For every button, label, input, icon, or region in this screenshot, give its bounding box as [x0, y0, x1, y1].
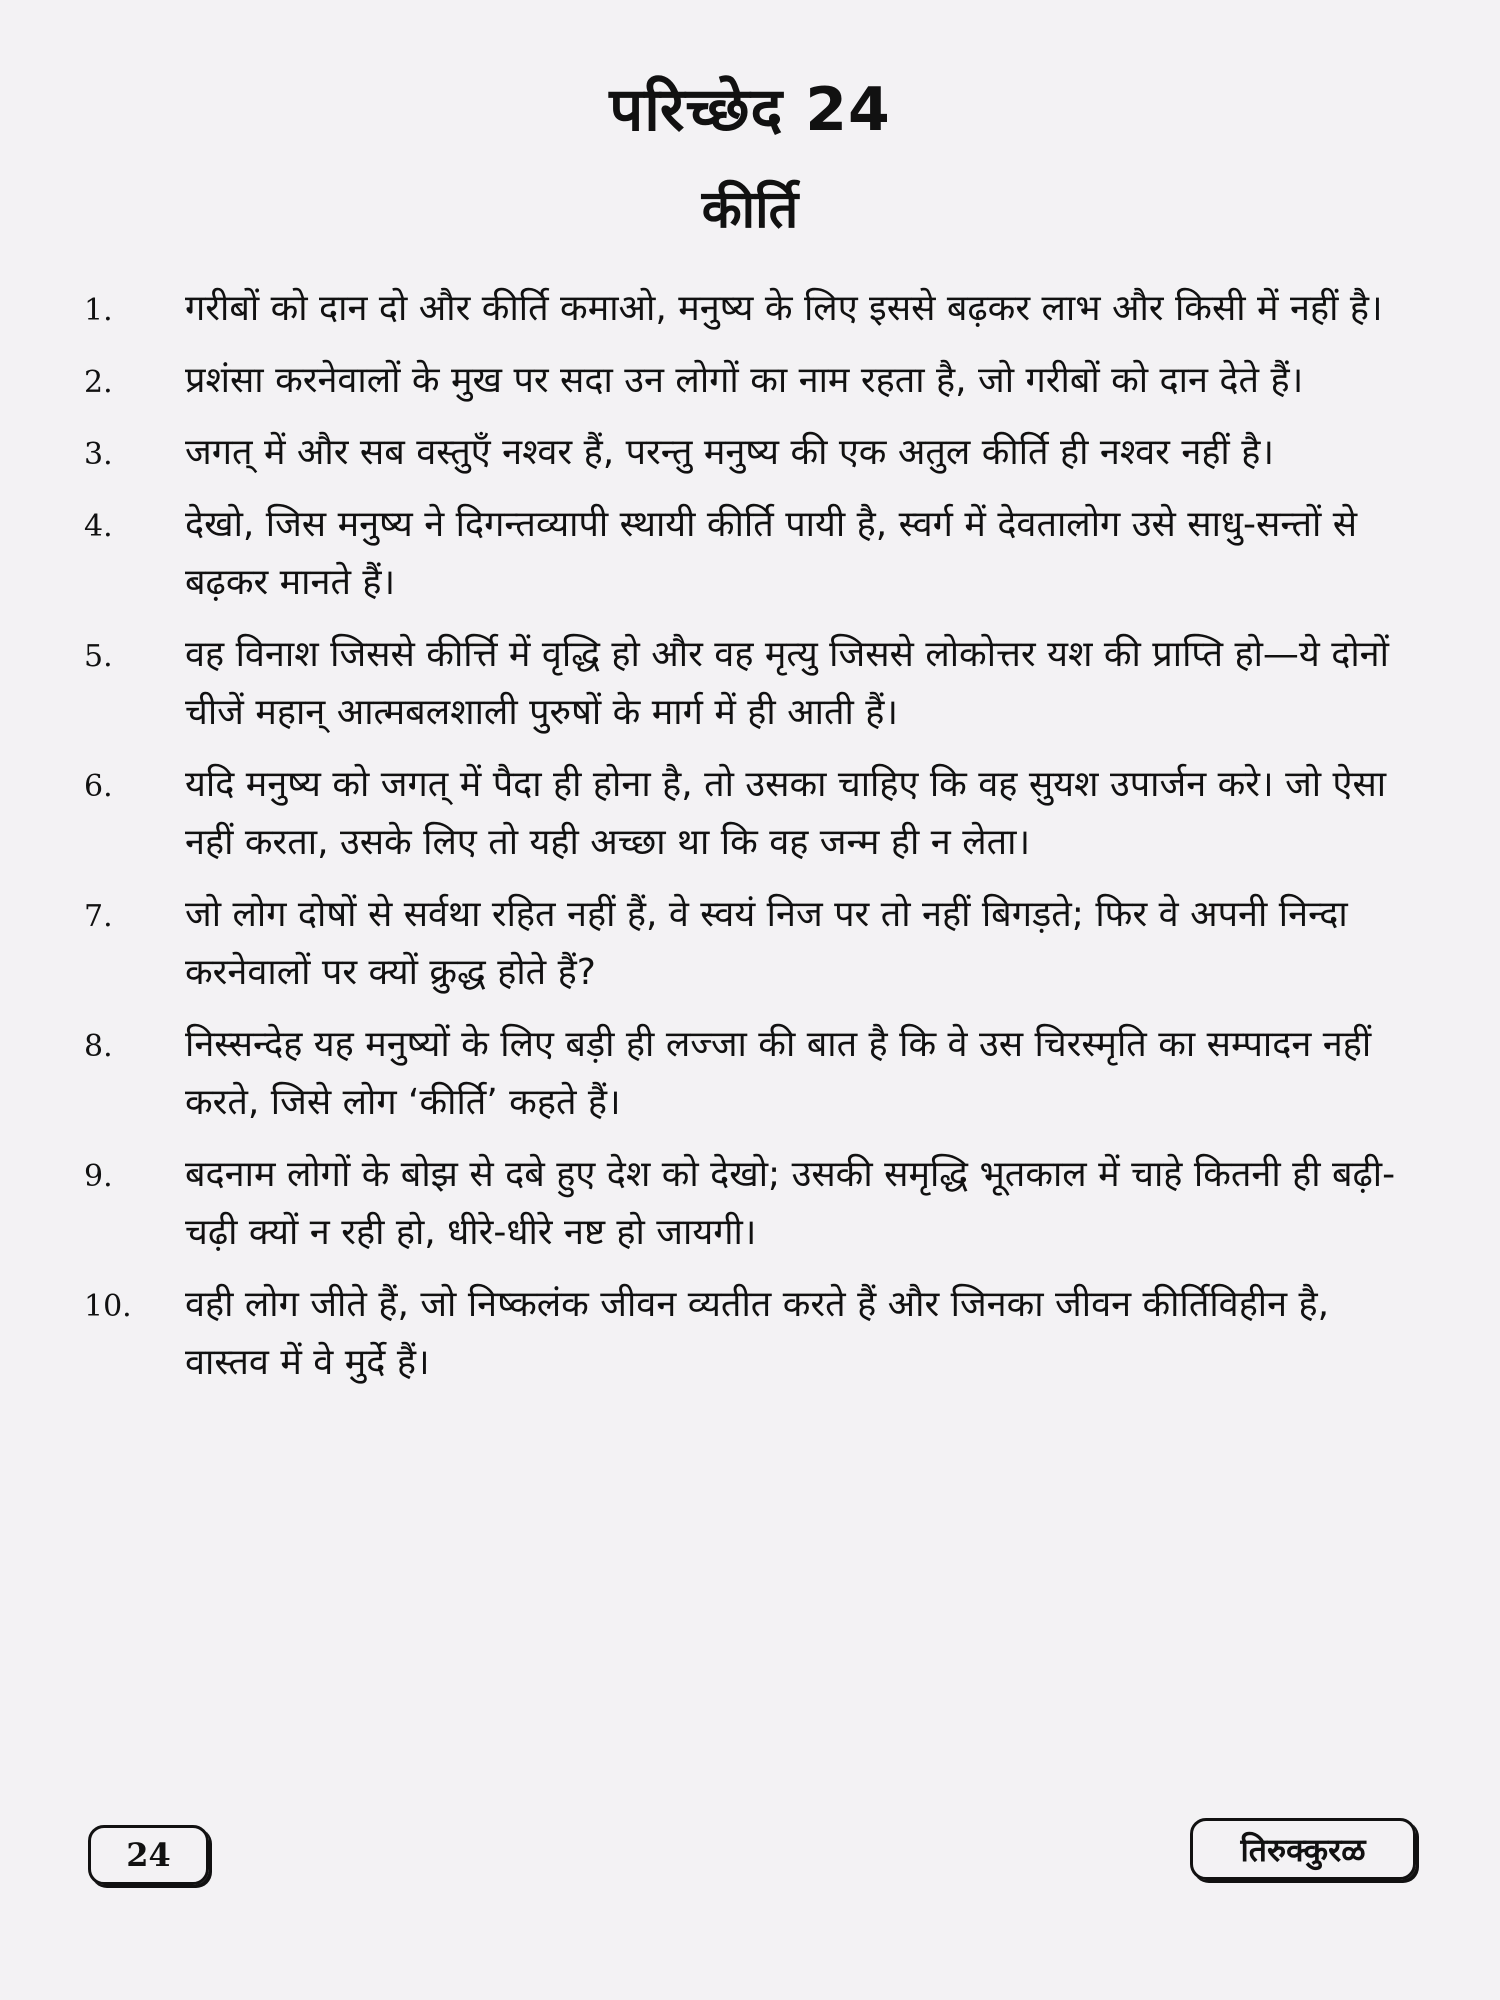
verse-text: जो लोग दोषों से सर्वथा रहित नहीं हैं, वे स्वयं निज पर तो नहीं बिगड़ते; फिर वे अपनी निन्दा करनेवालों पर क्यों क्रुद्ध होते हैं? — [185, 894, 1348, 993]
verse-text: गरीबों को दान दो और कीर्ति कमाओ, मनुष्य के लिए इससे बढ़कर लाभ और किसी में नहीं है। — [185, 288, 1383, 329]
verse-number: 6. — [84, 769, 113, 804]
verse-text: बदनाम लोगों के बोझ से दबे हुए देश को देखो; उसकी समृद्धि भूतकाल में चाहे कितनी ही बढ़ी-चढ़ी क्यों न रही हो, धीरे-धीरे नष्ट हो जायगी। — [185, 1154, 1396, 1253]
verse-text: जगत् में और सब वस्तुएँ नश्वर हैं, परन्तु मनुष्य की एक अतुल कीर्ति ही नश्वर नहीं है। — [185, 432, 1274, 473]
verse-number: 5. — [84, 639, 113, 674]
verse-item — [80, 496, 1420, 612]
verse-text: वह विनाश जिससे कीर्त्ति में वृद्धि हो और वह मृत्यु जिससे लोकोत्तर यश की प्राप्ति हो—ये दोनों चीजें महान् आत्मबलशाली पुरुषों के मार्ग में ही आती हैं। — [185, 634, 1389, 733]
verse-list — [80, 280, 1420, 1406]
verse-number: 4. — [84, 509, 113, 544]
verse-item — [80, 1146, 1420, 1262]
verse-item — [80, 1276, 1420, 1392]
verse-number: 10. — [84, 1289, 132, 1324]
verse-number: 1. — [84, 293, 113, 328]
verse-number: 3. — [84, 437, 113, 472]
page-number: 24 — [126, 1836, 171, 1874]
verse-number: 7. — [84, 899, 113, 934]
verse-text: देखो, जिस मनुष्य ने दिगन्तव्यापी स्थायी कीर्ति पायी है, स्वर्ग में देवतालोग उसे साधु-सन्तों से बढ़कर मानते हैं। — [185, 504, 1358, 603]
verse-item — [80, 1016, 1420, 1132]
verse-item — [80, 756, 1420, 872]
verse-item — [80, 352, 1420, 410]
verse-text: वही लोग जीते हैं, जो निष्कलंक जीवन व्यतीत करते हैं और जिनका जीवन कीर्तिविहीन है, वास्तव में वे मुर्दे हैं। — [185, 1284, 1330, 1383]
section-heading: कीर्ति — [701, 180, 799, 240]
verse-item — [80, 626, 1420, 742]
book-title: तिरुक्कुरळ — [1240, 1830, 1366, 1869]
verse-item — [80, 886, 1420, 1002]
verse-number: 9. — [84, 1159, 113, 1194]
verse-item — [80, 424, 1420, 482]
verse-number: 8. — [84, 1029, 113, 1064]
book-title-badge — [1190, 1818, 1416, 1880]
verse-number: 2. — [84, 365, 113, 400]
verse-text: प्रशंसा करनेवालों के मुख पर सदा उन लोगों का नाम रहता है, जो गरीबों को दान देते हैं। — [185, 360, 1304, 401]
verse-item — [80, 280, 1420, 338]
chapter-title: परिच्छेद 24 — [609, 75, 891, 145]
page-number-badge — [88, 1825, 209, 1885]
verse-text: यदि मनुष्य को जगत् में पैदा ही होना है, तो उसका चाहिए कि वह सुयश उपार्जन करे। जो ऐसा नहीं करता, उसके लिए तो यही अच्छा था कि वह जन्म ही न लेता। — [185, 764, 1387, 863]
verse-text: निस्सन्देह यह मनुष्यों के लिए बड़ी ही लज्जा की बात है कि वे उस चिरस्मृति का सम्पादन नहीं करते, जिसे लोग ‘कीर्ति’ कहते हैं। — [185, 1024, 1372, 1123]
